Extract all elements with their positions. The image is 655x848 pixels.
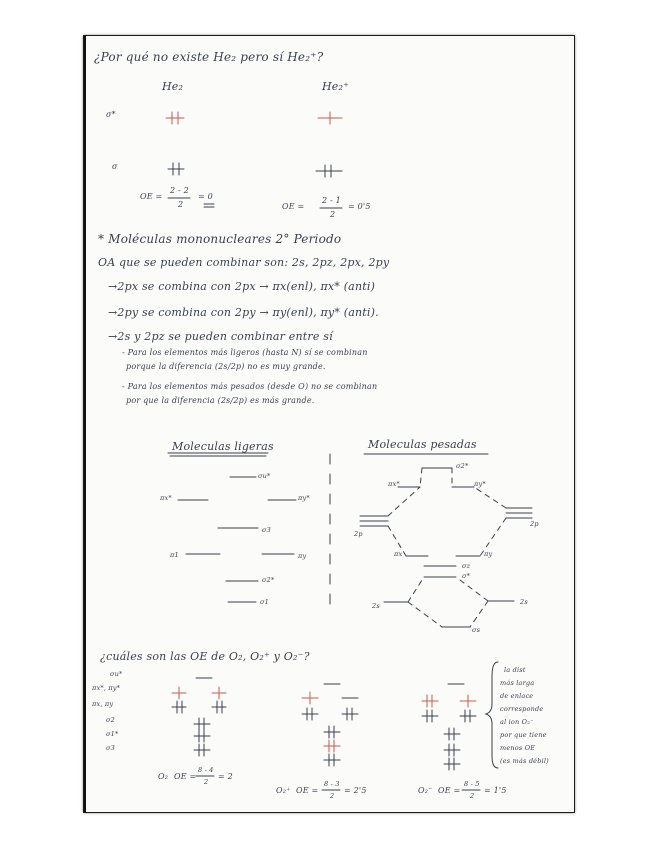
note-line-3: de enlace bbox=[500, 692, 534, 700]
bullet-light-line1: - Para los elementos más ligeros (hasta N) sí se combinan bbox=[122, 348, 368, 357]
note-line-2: más larga bbox=[500, 679, 535, 687]
oe-he2plus-denominator: 2 bbox=[330, 210, 336, 219]
bullet-heavy-line1: - Para los elementos más pesados (desde O) no se combinan bbox=[122, 382, 378, 391]
question-he2: ¿Por qué no existe He₂ pero sí He₂⁺? bbox=[94, 50, 324, 64]
line-2s-2pz: →2s y 2pz se pueden combinar entre sí bbox=[108, 330, 333, 343]
legend-pi: πx, πy bbox=[92, 700, 114, 708]
legend-sigma-3: σ3 bbox=[106, 744, 115, 752]
o2-mo-diagram bbox=[172, 678, 226, 756]
o2-label: O₂ bbox=[158, 772, 169, 781]
heavy-molecules-title: Moleculas pesadas bbox=[368, 438, 477, 451]
heavy-sigma-bottom: σs bbox=[472, 626, 481, 634]
light-pi-y: πy bbox=[298, 552, 307, 560]
heavy-sigma-mid: σ* bbox=[462, 572, 471, 580]
o2-denominator: 2 bbox=[204, 778, 209, 786]
oe-he2-result: = 0 bbox=[198, 192, 213, 201]
oe-he2-numerator: 2 - 2 bbox=[170, 186, 189, 195]
heavy-right-2s: 2s bbox=[520, 598, 528, 606]
bullet-light-line2: porque la diferencia (2s/2p) no es muy grande. bbox=[126, 362, 326, 371]
o2plus-result: = 2'5 bbox=[344, 786, 367, 795]
o2minus-label: O₂⁻ bbox=[418, 786, 433, 795]
note-line-5: al ion O₂⁻ bbox=[500, 718, 534, 726]
o2plus-oe-label: OE = bbox=[296, 786, 319, 795]
note-line-6: por que tiene bbox=[500, 731, 547, 739]
oe-he2plus-numerator: 2 - 1 bbox=[322, 196, 341, 205]
o2-numerator: 8 - 4 bbox=[198, 766, 214, 774]
o2minus-result: = 1'5 bbox=[484, 786, 507, 795]
o2minus-mo-diagram bbox=[422, 684, 476, 770]
light-sigma-3: σ3 bbox=[262, 526, 271, 534]
he2-column-title: He₂ bbox=[162, 80, 184, 93]
o2minus-denominator: 2 bbox=[470, 792, 475, 800]
heavy-pi-x: πx bbox=[394, 550, 403, 558]
heavy-right-2p: 2p bbox=[530, 520, 539, 528]
heavy-left-2p: 2p bbox=[354, 530, 363, 538]
note-line-4: corresponde bbox=[500, 705, 544, 713]
note-line-1: la dist bbox=[504, 666, 526, 674]
oe-he2plus-result: = 0'5 bbox=[348, 202, 371, 211]
heavy-left-2s: 2s bbox=[372, 602, 380, 610]
line-2py: →2py se combina con 2py → πy(enl), πy* (anti). bbox=[108, 306, 379, 319]
light-sigma-1: σ1 bbox=[260, 598, 269, 606]
light-molecules-title: Moleculas ligeras bbox=[172, 440, 274, 453]
heavy-pi-x-star: πx* bbox=[388, 480, 400, 488]
he2-plus-column-title: He₂⁺ bbox=[322, 80, 350, 93]
light-sigma-2-star: σ2* bbox=[262, 576, 275, 584]
heavy-sigma-z: σz bbox=[462, 562, 471, 570]
legend-sigma-u-star: σu* bbox=[110, 670, 123, 678]
o2plus-label: O₂⁺ bbox=[276, 786, 291, 795]
bullet-heavy-line2: por que la diferencia (2s/2p) es más grande. bbox=[126, 396, 315, 405]
he2plus-sigma-star-orbital bbox=[318, 112, 342, 124]
heavy-pi-y: πy bbox=[484, 550, 493, 558]
sigma-label: σ bbox=[112, 162, 118, 171]
heavy-pi-y-star: πy* bbox=[474, 480, 486, 488]
o2-oe-label: OE = bbox=[174, 772, 197, 781]
he2-sigma-orbital bbox=[168, 163, 184, 175]
oe-he2plus-label: OE = bbox=[282, 202, 305, 211]
light-pi-y-star: πy* bbox=[298, 494, 310, 502]
he2plus-sigma-orbital bbox=[316, 165, 342, 177]
heading-mononucleares: * Moléculas mononucleares 2° Periodo bbox=[98, 232, 342, 246]
he2-sigma-star-orbital bbox=[166, 112, 184, 124]
o2minus-numerator: 8 - 5 bbox=[464, 780, 480, 788]
o2-result: = 2 bbox=[218, 772, 233, 781]
legend-sigma-1-star: σ1* bbox=[106, 730, 119, 738]
notebook-page bbox=[84, 36, 574, 812]
legend-sigma-2: σ2 bbox=[106, 716, 115, 724]
legend-pi-star: πx*, πy* bbox=[92, 684, 121, 692]
light-sigma-u-star: σu* bbox=[258, 472, 271, 480]
handwritten-diagrams bbox=[86, 36, 574, 812]
line-2px: →2px se combina con 2px → πx(enl), πx* (anti) bbox=[108, 280, 376, 293]
light-pi-x-star: πx* bbox=[160, 494, 172, 502]
o2plus-denominator: 2 bbox=[330, 792, 335, 800]
note-line-8: (es más débil) bbox=[500, 757, 549, 765]
line-oa: OA que se pueden combinar son: 2s, 2pz, 2px, 2py bbox=[98, 256, 390, 269]
heavy-sigma-top: σ2* bbox=[456, 462, 469, 470]
light-pi-1: π1 bbox=[170, 551, 179, 559]
oe-he2-label: OE = bbox=[140, 192, 163, 201]
sigma-star-label: σ* bbox=[106, 110, 116, 119]
o2plus-mo-diagram bbox=[302, 684, 358, 766]
o2minus-oe-label: OE = bbox=[438, 786, 461, 795]
o2plus-numerator: 8 - 3 bbox=[324, 780, 340, 788]
note-line-7: menos OE bbox=[500, 744, 536, 752]
question-o2: ¿cuáles son las OE de O₂, O₂⁺ y O₂⁻? bbox=[100, 650, 310, 663]
oe-he2-denominator: 2 bbox=[178, 200, 184, 209]
